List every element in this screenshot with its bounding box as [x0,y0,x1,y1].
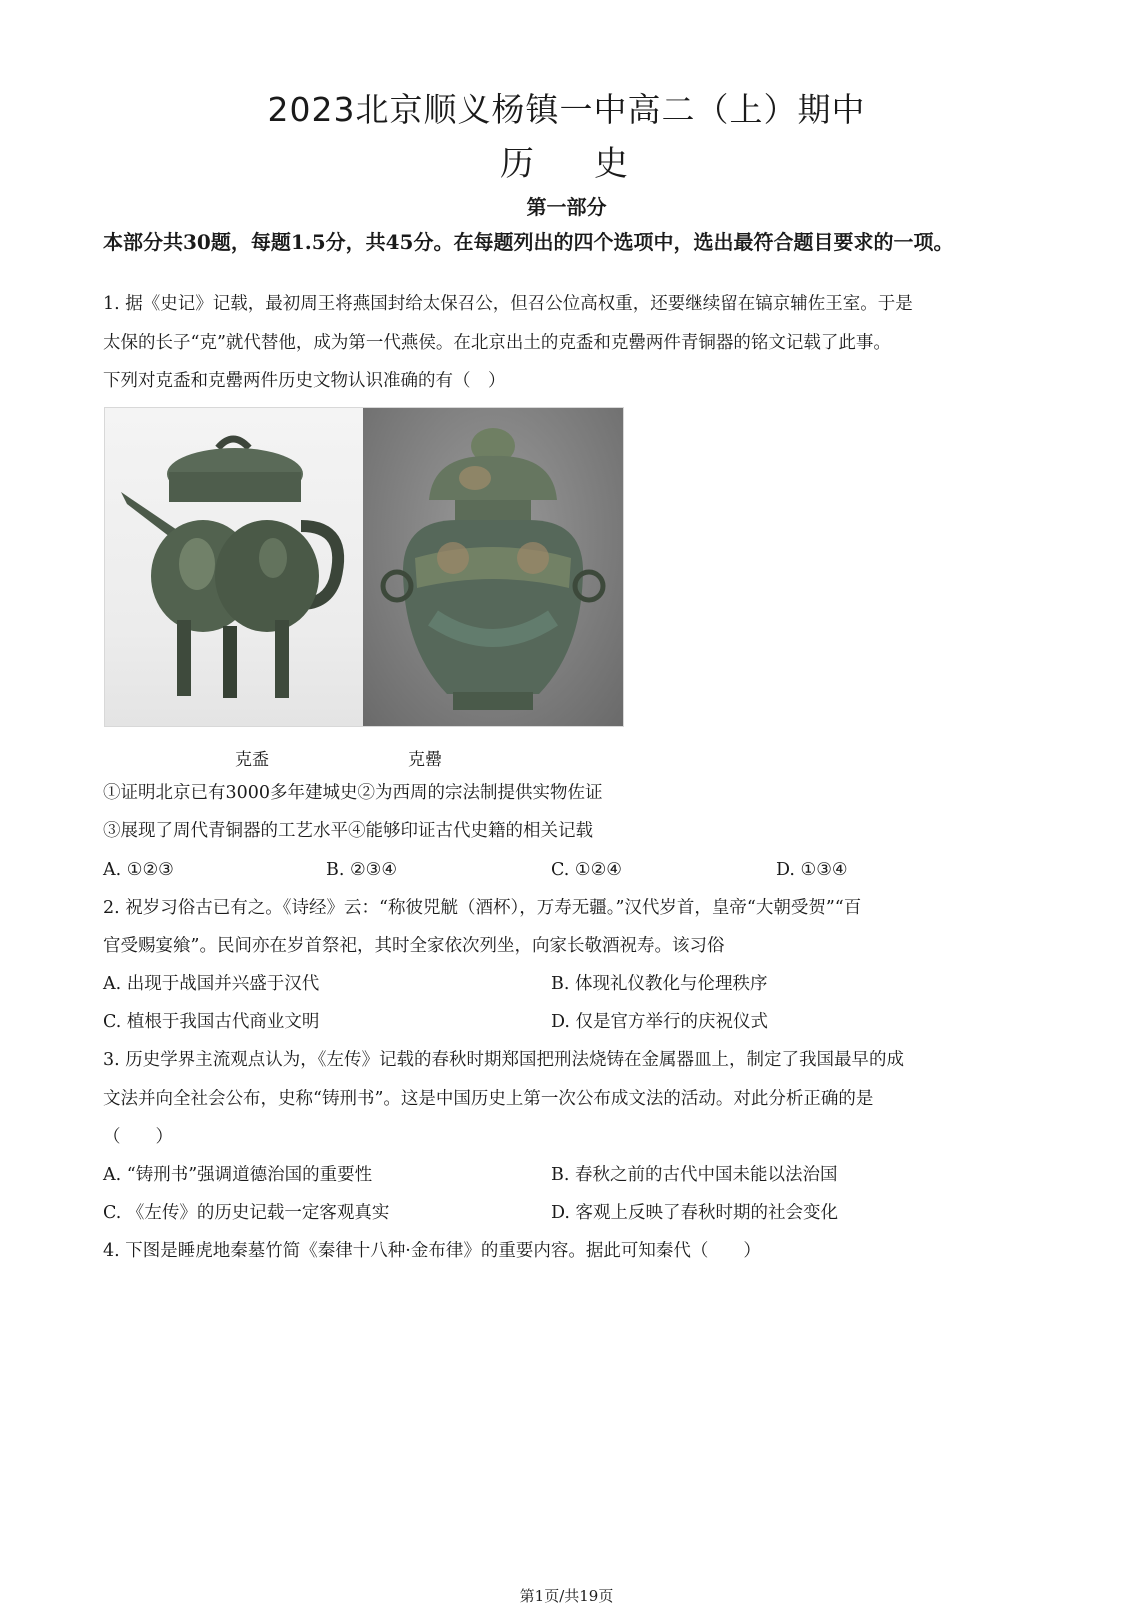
caption-ke-he: 克盉 [235,750,269,770]
ke-he-photo [105,408,363,726]
q1-statement-1: ①证明北京已有3000多年建城史②为西周的宗法制提供实物佐证 [103,783,603,803]
q1-option-d: D. ①③④ [776,860,848,880]
ke-lei-vessel-image [363,408,623,726]
q1-line-2: 太保的长子“克”就代替他，成为第一代燕侯。在北京出土的克盉和克罍两件青铜器的铭文记载了此事。 [103,333,891,353]
q1-option-b: B. ②③④ [326,860,398,880]
page-number: 第1页/共19页 [519,1587,614,1605]
subject-title: 历史 [500,144,688,184]
part-heading: 第一部分 [526,195,607,219]
q3-option-a: A. “铸刑书”强调道德治国的重要性 [103,1165,373,1185]
q3-option-d: D. 客观上反映了春秋时期的社会变化 [551,1203,839,1223]
q3-option-c: C. 《左传》的历史记载一定客观真实 [103,1203,390,1223]
q1-statement-2: ③展现了周代青铜器的工艺水平④能够印证古代史籍的相关记载 [103,821,593,841]
ke-lei-photo [363,408,623,726]
q3-line-3: （ ） [103,1127,173,1147]
q1-option-a: A. ①②③ [103,860,174,880]
q1-line-3: 下列对克盉和克罍两件历史文物认识准确的有（ ） [103,371,506,391]
caption-ke-lei: 克罍 [408,750,442,770]
ke-he-vessel-image [105,408,363,726]
bronze-vessels-photo [104,407,624,727]
q2-line-1: 2. 祝岁习俗古已有之。《诗经》云：“称彼兕觥（酒杯），万寿无疆。”汉代岁首，皇帝“大朝受贺”“百 [103,898,862,918]
q2-option-b: B. 体现礼仪教化与伦理秩序 [551,974,768,994]
q1-line-1: 1. 据《史记》记载，最初周王将燕国封给太保召公，但召公位高权重，还要继续留在镐京辅佐王室。于是 [103,294,913,314]
q2-option-a: A. 出现于战国并兴盛于汉代 [103,974,320,994]
q2-option-d: D. 仅是官方举行的庆祝仪式 [551,1012,769,1032]
q3-line-2: 文法并向全社会公布，史称“铸刑书”。这是中国历史上第一次公布成文法的活动。对此分析正确的是 [103,1089,874,1109]
q3-option-b: B. 春秋之前的古代中国未能以法治国 [551,1165,838,1185]
q1-option-c: C. ①②④ [551,860,622,880]
q4-line-1: 4. 下图是睡虎地秦墓竹简《秦律十八种·金布律》的重要内容。据此可知秦代（ ） [103,1241,761,1261]
q2-option-c: C. 植根于我国古代商业文明 [103,1012,320,1032]
exam-title: 2023北京顺义杨镇一中高二（上）期中 [267,90,866,129]
section-instruction: 本部分共30题，每题1.5分，共45分。在每题列出的四个选项中，选出最符合题目要求的一项。 [103,230,954,254]
q2-line-2: 官受赐宴飨”。民间亦在岁首祭祀，其时全家依次列坐，向家长敬酒祝寿。该习俗 [103,936,725,956]
q3-line-1: 3. 历史学界主流观点认为，《左传》记载的春秋时期郑国把刑法烧铸在金属器皿上，制定了我国最早的成 [103,1050,905,1070]
